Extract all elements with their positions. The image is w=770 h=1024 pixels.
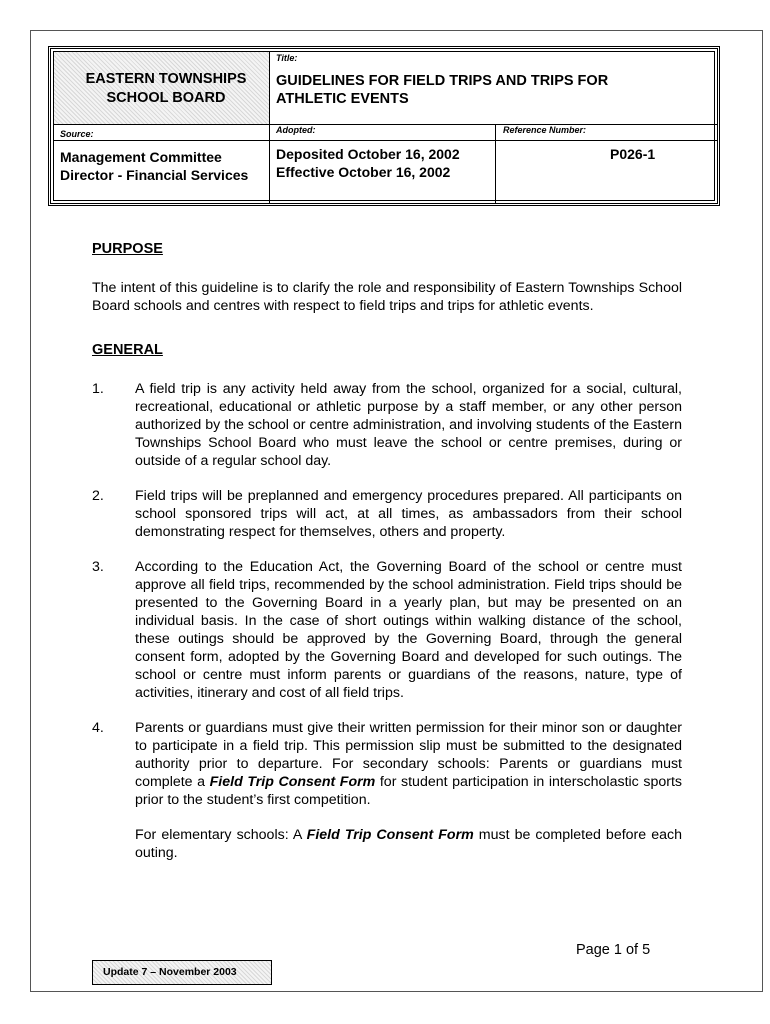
item-number: 4. bbox=[92, 720, 104, 736]
list-item bbox=[92, 487, 682, 541]
field-trip-consent-form-emphasis: Field Trip Consent Form bbox=[306, 827, 474, 843]
general-list bbox=[92, 380, 682, 862]
item-text: Field trips will be preplanned and emergency procedures prepared. All participants on school sponsored trips will act, at all times, as ambassadors from their school demonstrating respect for themselves, others and property. bbox=[135, 488, 682, 540]
reference-number: P026-1 bbox=[610, 146, 656, 162]
document-title: GUIDELINES FOR FIELD TRIPS AND TRIPS FOR ATHLETIC EVENTS bbox=[276, 73, 609, 107]
purpose-heading: PURPOSE bbox=[92, 241, 163, 257]
page-number: Page 1 of 5 bbox=[576, 942, 651, 958]
list-item bbox=[92, 719, 682, 862]
general-heading: GENERAL bbox=[92, 342, 163, 358]
document-header-table bbox=[48, 46, 720, 206]
item-number: 1. bbox=[92, 381, 104, 397]
update-badge: Update 7 – November 2003 bbox=[92, 960, 272, 985]
divider bbox=[54, 140, 718, 141]
list-item bbox=[92, 558, 682, 702]
adopted-label: Adopted: bbox=[276, 125, 316, 135]
item-text: According to the Education Act, the Governing Board of the school or centre must approve all field trips, recommended by the school administration. Field trips should be presented to the Governing Board in a yearly plan, but may be presented on an individual basis. In the case of short outings within walking distance of the school, these outings should be approved by the Governing Board, through the general consent form, adopted by the Governing Board and developed for such outings. The school or centre must inform parents or guardians of the reasons, nature, type of activities, itinerary and cost of all field trips. bbox=[135, 559, 682, 701]
divider bbox=[54, 124, 718, 125]
organization-cell bbox=[54, 52, 269, 124]
organization-name: EASTERN TOWNSHIPS SCHOOL BOARD bbox=[85, 71, 247, 106]
source-label: Source: bbox=[60, 129, 94, 139]
purpose-text: The intent of this guideline is to clarify the role and responsibility of Eastern Townships School Board schools and centres with respect to field trips and trips for athletic events. bbox=[92, 280, 682, 314]
item-number: 2. bbox=[92, 488, 104, 504]
adopted-value: Deposited October 16, 2002 Effective October 16, 2002 bbox=[276, 146, 460, 180]
item-followup-text: For elementary schools: A Field Trip Consent Form must be completed before each outing. bbox=[135, 827, 682, 861]
title-label: Title: bbox=[276, 53, 298, 63]
item-number: 3. bbox=[92, 559, 104, 575]
reference-label: Reference Number: bbox=[503, 125, 587, 135]
document-body bbox=[92, 240, 682, 862]
list-item bbox=[92, 380, 682, 470]
divider bbox=[495, 124, 496, 204]
source-value: Management Committee Director - Financial Services bbox=[60, 149, 249, 183]
field-trip-consent-form-emphasis: Field Trip Consent Form bbox=[209, 774, 376, 790]
divider bbox=[269, 52, 270, 204]
item-text: Parents or guardians must give their written permission for their minor son or daughter to participate in a field trip. This permission slip must be submitted to the designated authority prior to departure. For secondary schools: Parents or guardians must complete a Field Trip Consent Form for student participation in interscholastic sports prior to the student’s first competition. bbox=[135, 720, 682, 808]
item-text: A field trip is any activity held away from the school, organized for a social, cultural, recreational, educational or athletic purpose by a staff member, or any other person authorized by the school or centre administration, and involving students of the Eastern Townships School Board who must leave the school or centre premises, during or outside of a regular school day. bbox=[135, 381, 682, 469]
